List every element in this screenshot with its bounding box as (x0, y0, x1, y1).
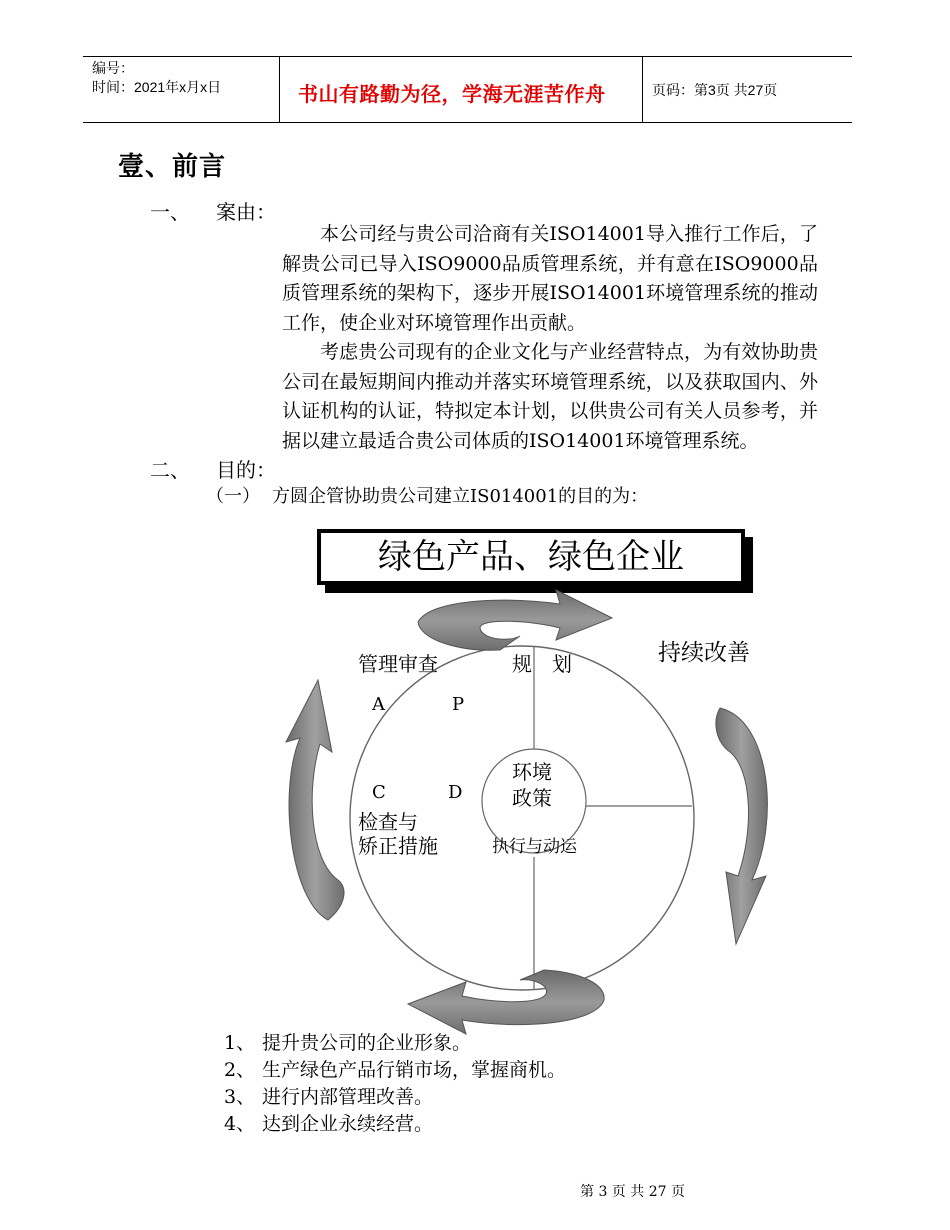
letter-p: P (452, 694, 465, 715)
list-item: 2、 生产绿色产品行销市场，掌握商机。 (224, 1059, 567, 1081)
section1-heading: 案由： (216, 200, 276, 224)
section2-sub-number: （一） (206, 486, 260, 507)
quadrant-check-label-line1: 检查与 (358, 810, 418, 834)
bottom-cycle-arrow (408, 970, 604, 1034)
list-item: 4、 达到企业永续经营。 (224, 1113, 434, 1135)
right-cycle-arrow (716, 708, 767, 944)
letter-a: A (372, 694, 385, 715)
section1-paragraph-1: 本公司经与贵公司洽商有关ISO14001导入推行工作后，了解贵公司已导入ISO9000品质管理系统，并有意在ISO9000品质管理系统的架构下，逐步开展ISO14001环境管理系统的推动工作，使企业对环境管理作出贡献。 (282, 223, 818, 334)
letter-d: D (448, 782, 463, 803)
letter-c: C (372, 782, 386, 803)
continuous-improvement-label: 持续改善 (658, 640, 750, 666)
section1-number: 一、 (150, 200, 190, 224)
purpose-list (224, 1030, 566, 1138)
section2-number: 二、 (150, 458, 190, 482)
left-cycle-arrow (286, 680, 344, 920)
quadrant-check-label-line2: 矫正措施 (358, 834, 438, 858)
header-motto: 书山有路勤为径，学海无涯苦作舟 (298, 84, 606, 106)
section2-sub-text: 方圆企管协助贵公司建立IS014001的目的为： (272, 486, 649, 507)
quadrant-plan-label: 规 划 (512, 652, 572, 676)
top-cycle-arrow (418, 590, 612, 650)
page-title: 壹、前言 (118, 152, 227, 182)
center-label-line1: 环境 (512, 760, 552, 784)
header-time-label: 时间：2021年x月x日 (92, 79, 222, 95)
list-item: 3、 进行内部管理改善。 (224, 1086, 434, 1108)
header-page-info: 页码：第3页 共27页 (652, 82, 778, 98)
list-item: 1、 提升贵公司的企业形象。 (224, 1032, 472, 1054)
quadrant-review-label: 管理审查 (358, 652, 438, 676)
section1-paragraph-2: 考虑贵公司现有的企业文化与产业经营特点，为有效协助贵公司在最短期间内推动并落实环境管理系统，以及获取国内、外认证机构的认证，特拟定本计划，以供贵公司有关人员参考，并据以建立最适合贵公司体质的ISO14001环境管理系统。 (282, 341, 818, 452)
footer-page-number: 第 3 页 共 27 页 (580, 1184, 685, 1200)
header-number-label: 编号： (92, 60, 134, 76)
banner-text: 绿色产品、绿色企业 (378, 537, 684, 577)
quadrant-do-label: 执行与动运 (492, 837, 577, 857)
center-label-line2: 政策 (512, 786, 552, 810)
section2-heading: 目的： (216, 458, 276, 482)
